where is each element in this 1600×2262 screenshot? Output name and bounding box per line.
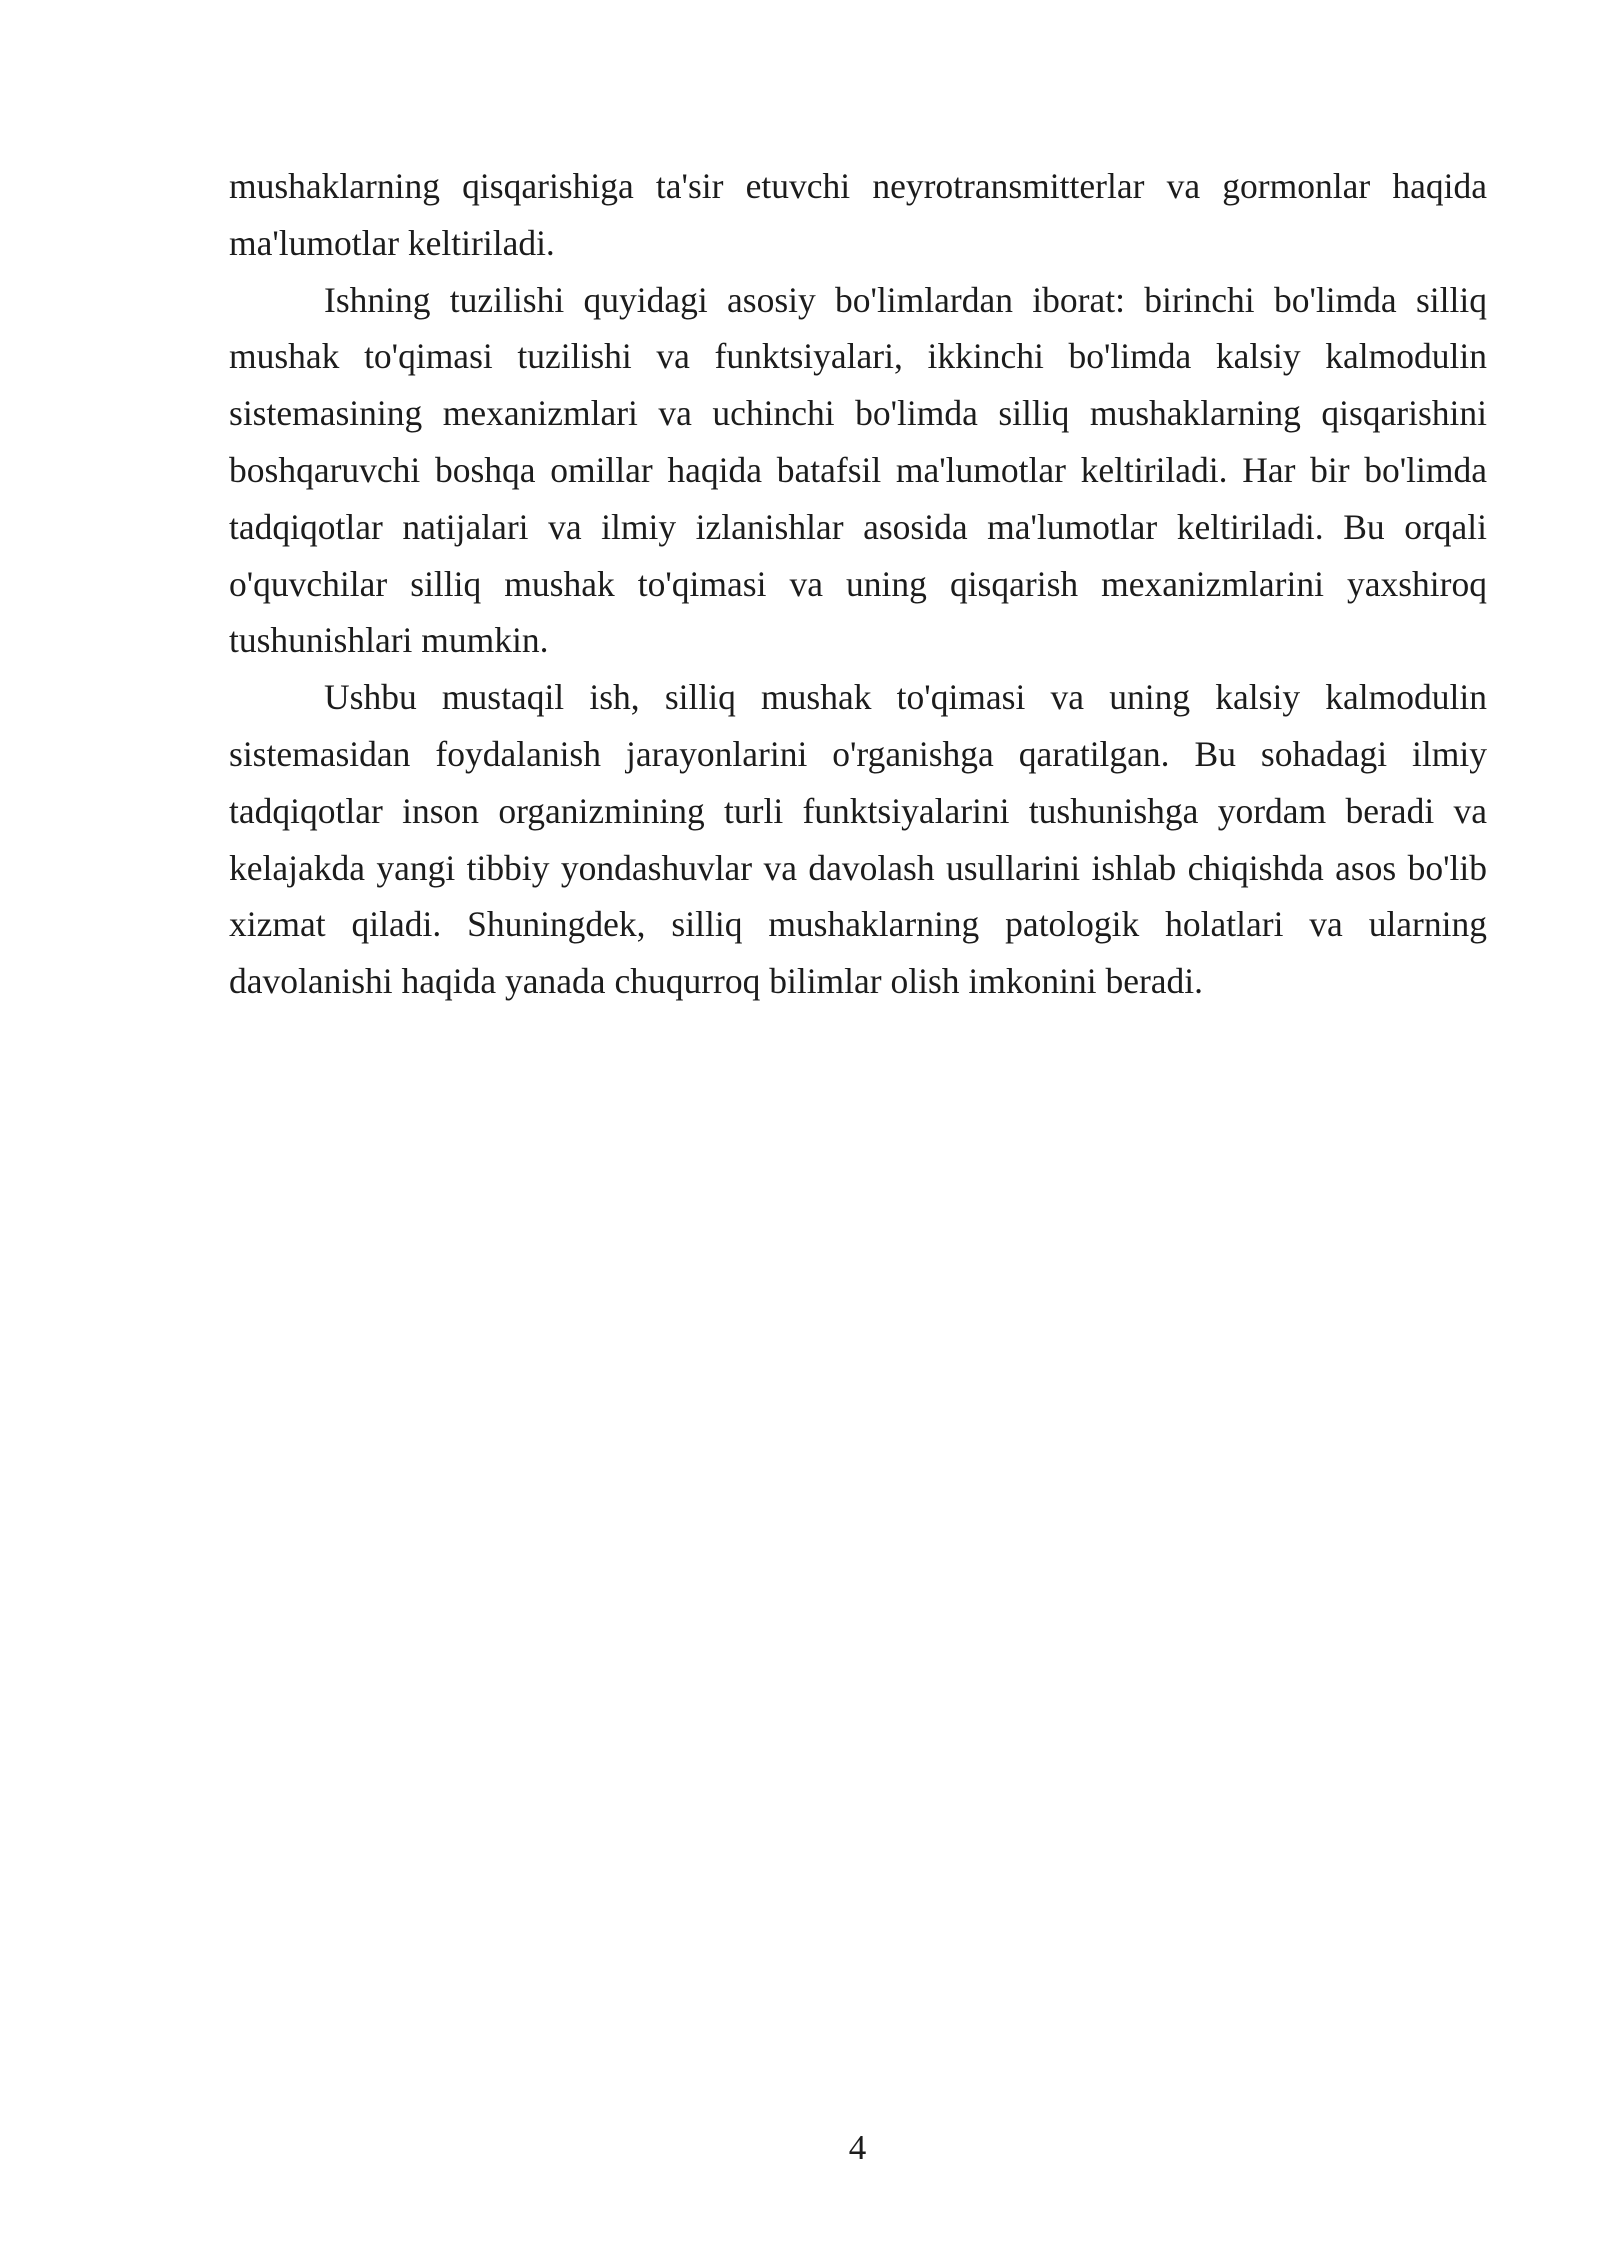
page-number: 4	[848, 2128, 867, 2167]
paragraph-structure: Ishning tuzilishi quyidagi asosiy bo'limlardan iborat: birinchi bo'limda silliq mushak to'qimasi tuzilishi va funktsiyalari, ikkinchi bo'limda kalsiy kalmodulin sistemasining mexanizmlari va uchinchi bo'limda silliq mushaklarning qisqarishini boshqaruvchi boshqa omillar haqida batafsil ma'lumotlar keltiriladi. Har bir bo'limda tadqiqotlar natijalari va ilmiy izlanishlar asosida ma'lumotlar keltiriladi. Bu orqali o'quvchilar silliq mushak to'qimasi va uning qisqarish mexanizmlarini yaxshiroq tushunishlari mumkin.	[229, 279, 1487, 661]
body-text	[229, 158, 1487, 1010]
paragraph-purpose: Ushbu mustaqil ish, silliq mushak to'qimasi va uning kalsiy kalmodulin sistemasidan foydalanish jarayonlarini o'rganishga qaratilgan. Bu sohadagi ilmiy tadqiqotlar inson organizmining turli funktsiyalarini tushunishga yordam beradi va kelajakda yangi tibbiy yondashuvlar va davolash usullarini ishlab chiqishda asos bo'lib xizmat qiladi. Shuningdek, silliq mushaklarning patologik holatlari va ularning davolanishi haqida yanada chuqurroq bilimlar olish imkonini beradi.	[229, 677, 1487, 1002]
paragraph-continuation: mushaklarning qisqarishiga ta'sir etuvchi neyrotransmitterlar va gormonlar haqida ma'lumotlar keltiriladi.	[229, 166, 1487, 263]
